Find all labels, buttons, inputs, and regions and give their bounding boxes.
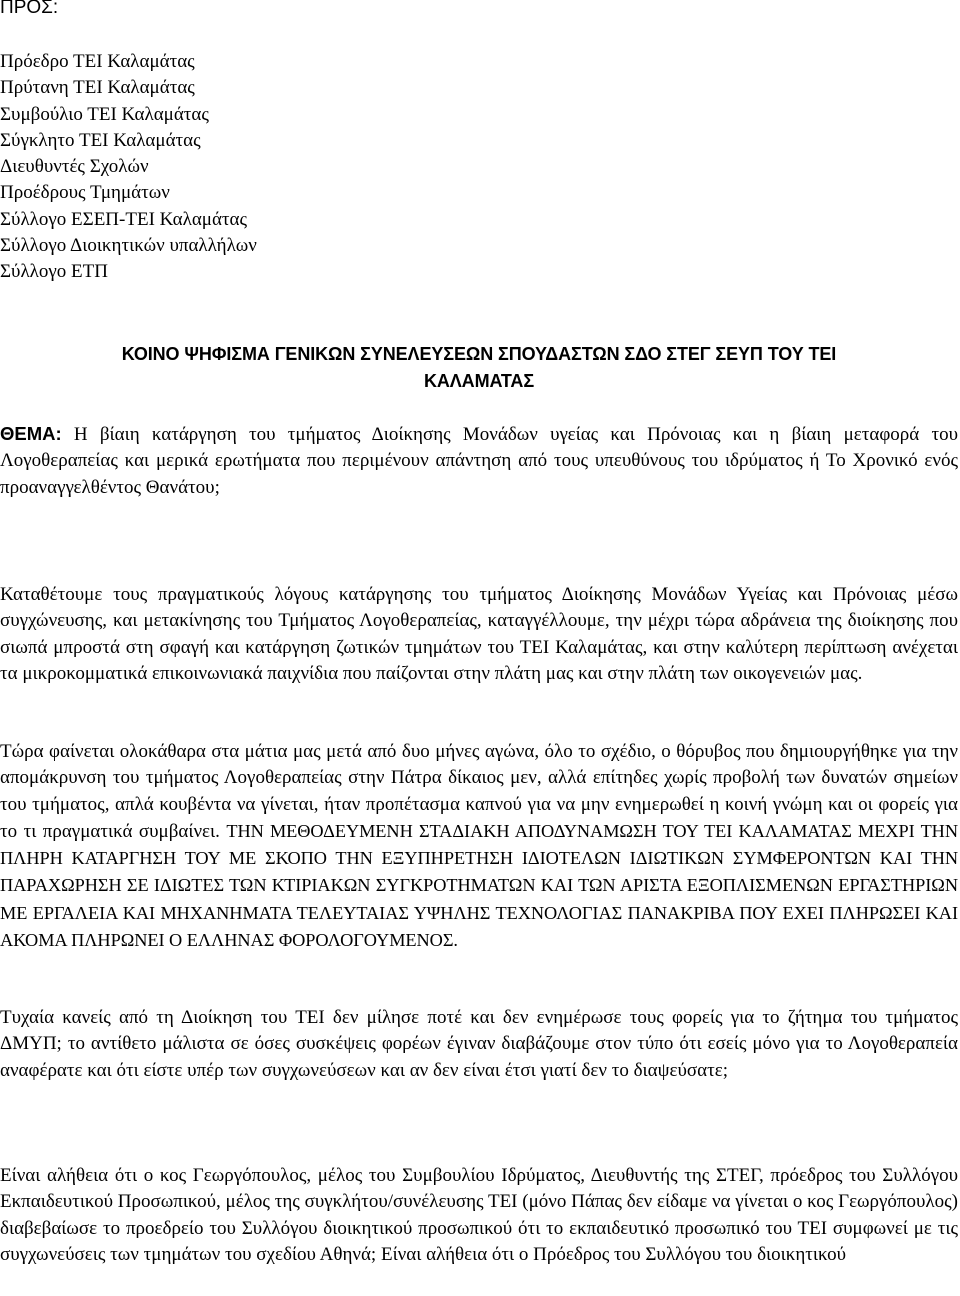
recipient-item: Προέδρους Τμημάτων (0, 182, 170, 204)
recipient-item: Σύγκλητο ΤΕΙ Καλαμάτας (0, 129, 201, 151)
document-title-line: ΚΟΙΝΟ ΨΗΦΙΣΜΑ ΓΕΝΙΚΩΝ ΣΥΝΕΛΕΥΣΕΩΝ ΣΠΟΥΔΑΣΤΩΝ ΣΔΟ ΣΤΕΓ ΣΕΥΠ ΤΟΥ ΤΕΙ (121, 344, 837, 364)
subject-paragraph (0, 421, 958, 501)
body-paragraph: Καταθέτουμε τους πραγματικούς λόγους κατάργησης του τμήματος Διοίκησης Μονάδων Υγείας και Πρόνοιας μέσω συγχώνευσης, και μετακίνησης του Τμήματος Λογοθεραπείας, καταγγέλλουμε, την μέχρι τώρα αδράνεια της διοίκησης που σιωπά μπροστά στη σφαγή και κατάργηση ζωτικών τμημάτων του ΤΕΙ Καλαμάτας, και στην καλύτερη περίπτωση ανέχεται τα μικροκομματικά επικοινωνιακά παιχνίδια που παίζονται στην πλάτη μας και στην πλάτη των οικογενειών μας. (0, 584, 958, 684)
to-label: ΠΡΟΣ: (0, 0, 59, 18)
recipient-list (0, 49, 958, 286)
subject-text: Η βίαιη κατάργηση του τμήματος Διοίκησης Μονάδων υγείας και Πρόνοιας και η βίαιη μεταφορά του Λογοθεραπείας και μερικά ερωτήματα που περιμένουν απάντηση από τους υπευθύνους του ιδρύματος ή Το Χρονικό ενός προαναγγελθέντος Θανάτου; (0, 424, 958, 498)
recipient-item: Πρύτανη ΤΕΙ Καλαμάτας (0, 77, 195, 99)
document-title (0, 341, 958, 394)
body-paragraph-text: Τώρα φαίνεται ολοκάθαρα στα μάτια μας μετά από δυο μήνες αγώνα, όλο το σχέδιο, ο θόρυβος που δημιουργήθηκε για την απομάκρυνση του τμήματος Λογοθεραπείας στην Πάτρα δίκαιος μεν, αλλά επίτηδες χωρίς προβολή των δυνατών σημείων του τμήματος, απλά κουβέντα να γίνεται, ήταν προπέτασμα καπνού για να μην ενημερωθεί η κοινή γνώμη και οι φορείς για το τι πραγματικά συμβαίνει. (0, 741, 958, 842)
body-paragraph (0, 739, 958, 954)
body-paragraph: Τυχαία κανείς από τη Διοίκηση του ΤΕΙ δεν μίλησε ποτέ και δεν ενημέρωσε τους φορείς για το ζήτημα του τμήματος ΔΜΥΠ; το αντίθετο μάλιστα σε όσες συσκέψεις φορέων έγιναν διαβάζουμε στον τύπο ότι εσείς μόνο για το Λογοθεραπεία αναφέρατε και ότι είστε υπέρ των συγχωνεύσεων και αν δεν είναι έτσι γιατί δεν το διαψεύσατε; (0, 1007, 958, 1081)
recipient-item: Σύλλογο Διοικητικών υπαλλήλων (0, 235, 257, 257)
recipient-item: Σύλλογο ΕΤΠ (0, 261, 108, 283)
document-title-line: ΚΑΛΑΜΑΤΑΣ (423, 370, 535, 391)
recipient-item: Διευθυντές Σχολών (0, 156, 149, 178)
recipient-item: Πρόεδρο ΤΕΙ Καλαμάτας (0, 51, 195, 72)
body-paragraph: Είναι αλήθεια ότι ο κος Γεωργόπουλος, μέλος του Συμβουλίου Ιδρύματος, Διευθυντής της ΣΤΕΓ, πρόεδρος του Συλλόγου Εκπαιδευτικού Προσωπικού, μέλος της συγκλήτου/συνέλευσης ΤΕΙ (μόνο Πάπας δεν είδαμε να γίνεται ο κος Γεωργόπουλος) διαβεβαίωσε το προεδρείο του Συλλόγου διοικητικού προσωπικού ότι το εκπαιδευτικό προσωπικό του ΤΕΙ συμφωνεί με τις συγχωνεύσεις των τμημάτων του σχεδίου Αθηνά; Είναι αλήθεια ότι ο Πρόεδρος του Συλλόγου του διοικητικού (0, 1165, 958, 1265)
recipient-item: Σύλλογο ΕΣΕΠ-ΤΕΙ Καλαμάτας (0, 208, 248, 230)
body-paragraph-caps: ΤΗΝ ΜΕΘΟΔΕΥΜΕΝΗ ΣΤΑΔΙΑΚΗ ΑΠΟΔΥΝΑΜΩΣΗ ΤΟΥ ΤΕΙ ΚΑΛΑΜΑΤΑΣ ΜΕΧΡΙ ΤΗΝ ΠΛΗΡΗ ΚΑΤΑΡΓΗΣΗ ΤΟΥ ΜΕ ΣΚΟΠΟ ΤΗΝ ΕΞΥΠΗΡΕΤΗΣΗ ΙΔΙΟΤΕΛΩΝ ΙΔΙΩΤΙΚΩΝ ΣΥΜΦΕΡΟΝΤΩΝ ΚΑΙ ΤΗΝ ΠΑΡΑΧΩΡΗΣΗ ΣΕ ΙΔΙΩΤΕΣ ΤΩΝ ΚΤΙΡΙΑΚΩΝ ΣΥΓΚΡΟΤΗΜΑΤΩΝ ΚΑΙ ΤΩΝ ΑΡΙΣΤΑ ΕΞΟΠΛΙΣΜΕΝΩΝ ΕΡΓΑΣΤΗΡΙΩΝ ΜΕ ΕΡΓΑΛΕΙΑ ΚΑΙ ΜΗΧΑΝΗΜΑΤΑ ΤΕΛΕΥΤΑΙΑΣ ΥΨΗΛΗΣ ΤΕΧΝΟΛΟΓΙΑΣ ΠΑΝΑΚΡΙΒΑ ΠΟΥ ΕΧΕΙ ΠΛΗΡΩΣΕΙ ΚΑΙ ΑΚΟΜΑ ΠΛΗΡΩΝΕΙ Ο ΕΛΛΗΝΑΣ ΦΟΡΟΛΟΓΟΥΜΕΝΟΣ. (0, 820, 958, 951)
subject-label: ΘΕΜΑ: (0, 423, 62, 444)
recipient-item: Συμβούλιο ΤΕΙ Καλαμάτας (0, 103, 209, 125)
